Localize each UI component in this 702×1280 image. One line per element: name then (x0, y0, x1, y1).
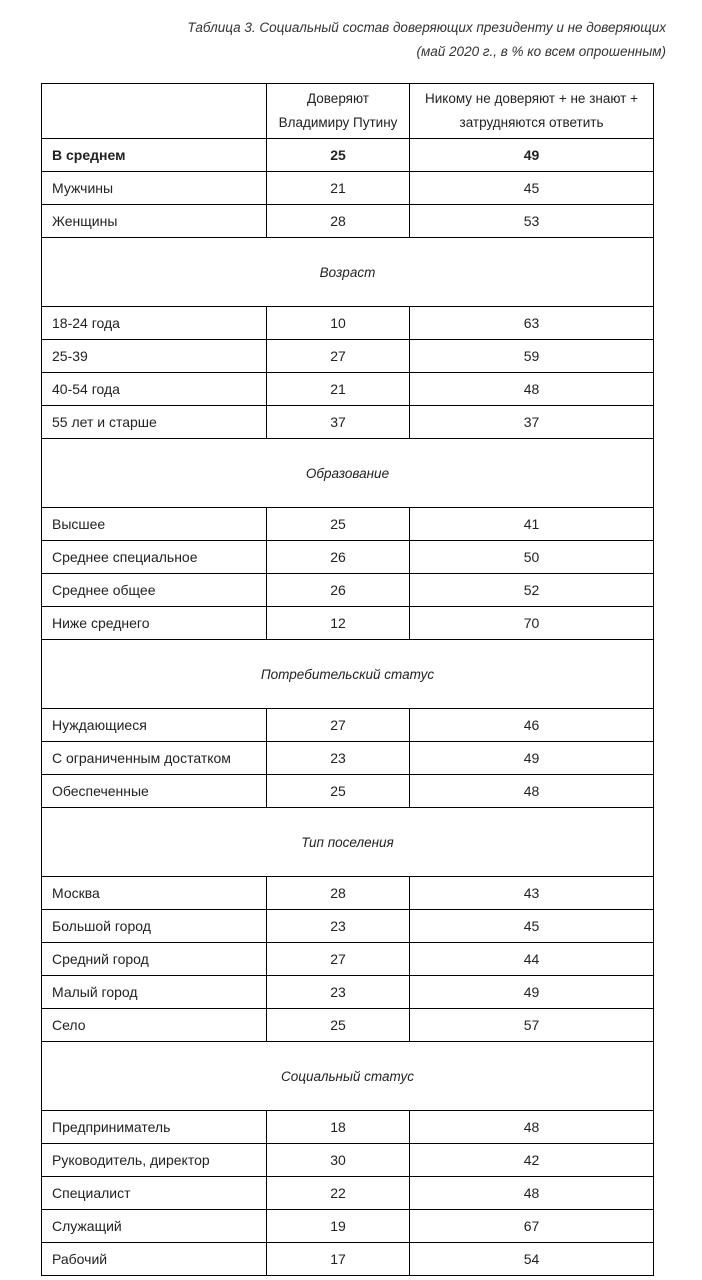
distrust-value: 42 (410, 1144, 654, 1177)
section-title: Тип поселения (42, 808, 654, 877)
row-label: Большой город (42, 910, 267, 943)
trust-value: 17 (267, 1243, 410, 1276)
distrust-value: 48 (410, 373, 654, 406)
trust-value: 22 (267, 1177, 410, 1210)
row-label: Средний город (42, 943, 267, 976)
row-label: Предприниматель (42, 1111, 267, 1144)
row-label: С ограниченным достатком (42, 742, 267, 775)
table-row (42, 709, 654, 742)
table-row (42, 1243, 654, 1276)
table-row (42, 1144, 654, 1177)
row-label: Обеспеченные (42, 775, 267, 808)
table-row-average (42, 139, 654, 172)
row-label: Ниже среднего (42, 607, 267, 640)
caption-subtitle: (май 2020 г., в % ко всем опрошенным) (416, 44, 666, 59)
trust-value: 21 (267, 373, 410, 406)
row-label: Малый город (42, 976, 267, 1009)
table-row (42, 1009, 654, 1042)
row-label: Женщины (42, 205, 267, 238)
distrust-value: 57 (410, 1009, 654, 1042)
caption-title: Таблица 3. Социальный состав доверяющих президенту и не доверяющих (187, 20, 666, 35)
distrust-value: 48 (410, 1177, 654, 1210)
trust-value: 28 (267, 877, 410, 910)
trust-value: 10 (267, 307, 410, 340)
table-row (42, 340, 654, 373)
distrust-value: 45 (410, 172, 654, 205)
trust-value: 26 (267, 541, 410, 574)
table-row (42, 943, 654, 976)
trust-value: 12 (267, 607, 410, 640)
section-title: Образование (42, 439, 654, 508)
row-label: В среднем (42, 139, 267, 172)
row-label: Среднее специальное (42, 541, 267, 574)
trust-value: 27 (267, 943, 410, 976)
header-cell-trust: Доверяют Владимиру Путину (267, 84, 410, 139)
row-label: Рабочий (42, 1243, 267, 1276)
section-header-row (42, 238, 654, 307)
section-header-row (42, 640, 654, 709)
trust-value: 23 (267, 910, 410, 943)
row-label: Руководитель, директор (42, 1144, 267, 1177)
section-title: Потребительский статус (42, 640, 654, 709)
row-label: Специалист (42, 1177, 267, 1210)
header-cell-distrust: Никому не доверяют + не знают + затрудняются ответить (410, 84, 654, 139)
distrust-value: 45 (410, 910, 654, 943)
trust-value: 37 (267, 406, 410, 439)
row-label: Служащий (42, 1210, 267, 1243)
row-label: 55 лет и старше (42, 406, 267, 439)
trust-value: 19 (267, 1210, 410, 1243)
section-header-row (42, 1042, 654, 1111)
section-title: Социальный статус (42, 1042, 654, 1111)
distrust-value: 53 (410, 205, 654, 238)
trust-value: 18 (267, 1111, 410, 1144)
distrust-value: 50 (410, 541, 654, 574)
table-row (42, 976, 654, 1009)
trust-value: 23 (267, 976, 410, 1009)
distrust-value: 48 (410, 1111, 654, 1144)
trust-value: 21 (267, 172, 410, 205)
distrust-value: 49 (410, 139, 654, 172)
distrust-value: 54 (410, 1243, 654, 1276)
table-header-row (42, 84, 654, 139)
trust-value: 26 (267, 574, 410, 607)
row-label: Нуждающиеся (42, 709, 267, 742)
table-row (42, 205, 654, 238)
trust-value: 27 (267, 340, 410, 373)
section-title: Возраст (42, 238, 654, 307)
distrust-value: 37 (410, 406, 654, 439)
row-label: Село (42, 1009, 267, 1042)
table-row (42, 508, 654, 541)
trust-value: 25 (267, 508, 410, 541)
distrust-value: 41 (410, 508, 654, 541)
distrust-value: 49 (410, 976, 654, 1009)
table-row (42, 877, 654, 910)
trust-value: 30 (267, 1144, 410, 1177)
trust-value: 23 (267, 742, 410, 775)
row-label: 40-54 года (42, 373, 267, 406)
distrust-value: 59 (410, 340, 654, 373)
distrust-value: 70 (410, 607, 654, 640)
table-row (42, 607, 654, 640)
section-header-row (42, 808, 654, 877)
table-caption (187, 16, 666, 64)
table-row (42, 775, 654, 808)
distrust-value: 67 (410, 1210, 654, 1243)
trust-value: 25 (267, 775, 410, 808)
table-row (42, 574, 654, 607)
row-label: Москва (42, 877, 267, 910)
distrust-value: 49 (410, 742, 654, 775)
trust-value: 28 (267, 205, 410, 238)
header-cell-empty (42, 84, 267, 139)
table-row (42, 172, 654, 205)
row-label: 18-24 года (42, 307, 267, 340)
distrust-value: 46 (410, 709, 654, 742)
trust-value: 25 (267, 139, 410, 172)
table-row (42, 910, 654, 943)
table-row (42, 373, 654, 406)
table-row (42, 1177, 654, 1210)
table-row (42, 406, 654, 439)
table-row (42, 307, 654, 340)
table-row (42, 1111, 654, 1144)
trust-value: 27 (267, 709, 410, 742)
row-label: Среднее общее (42, 574, 267, 607)
distrust-value: 63 (410, 307, 654, 340)
distrust-value: 48 (410, 775, 654, 808)
distrust-value: 44 (410, 943, 654, 976)
row-label: Мужчины (42, 172, 267, 205)
row-label: Высшее (42, 508, 267, 541)
trust-value: 25 (267, 1009, 410, 1042)
distrust-value: 52 (410, 574, 654, 607)
section-header-row (42, 439, 654, 508)
table-row (42, 541, 654, 574)
row-label: 25-39 (42, 340, 267, 373)
distrust-value: 43 (410, 877, 654, 910)
table-row (42, 1210, 654, 1243)
table-row (42, 742, 654, 775)
data-table (41, 83, 654, 1276)
table-body (42, 84, 654, 1276)
